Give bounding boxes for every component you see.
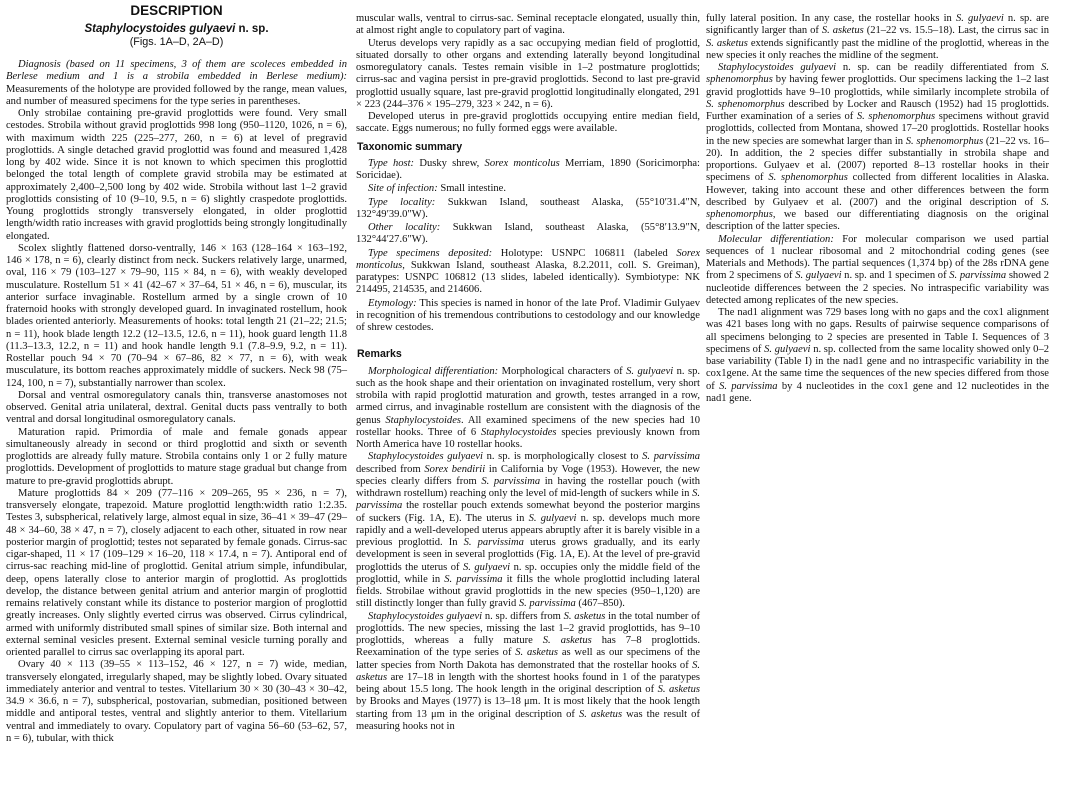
italic-text: Type host: [368, 157, 415, 169]
paragraph [6, 390, 347, 427]
text: by having fewer proglottids. Our specimens lacking the 1–2 last gravid proglottids have 9–10 proglottids, while similarly incomplete strobila of [706, 74, 1049, 98]
italic-text: S. asketus [542, 635, 592, 646]
text: Developed uterus in pre-gravid proglottids occupying entire median field, saccate. Eggs numerous; no fully formed eggs were available. [356, 111, 700, 135]
italic-text: Staphylocystoides gulyaevi [368, 610, 483, 622]
text: n. sp. collected from the same locality showed only 0–2 base variability (Table I) in the nad1 gene and no intraspecific variability in the cox1gene. At the same time the sequences of the new species differed from those of [706, 343, 1049, 392]
italic-text: S. gulyaevi [955, 13, 1004, 24]
italic-text: S. gulyaevi [626, 365, 674, 377]
text: Sukkwan Island, southeast Alaska, (55°10′31.4″N, 132°49′39.0″W). [356, 196, 701, 220]
italic-text: S. sphenomorphus [706, 196, 1049, 220]
column-2 [356, 13, 700, 733]
text: fully lateral position. In any case, the rostellar hooks in [706, 13, 956, 24]
text: n. sp. develops much more rapidly and a well-developed uterus appears abruptly after it is barely visible in a previous proglottid. In [356, 512, 700, 548]
column-body [356, 13, 700, 733]
italic-text: Sorex bendirii [424, 463, 486, 475]
italic-text: S. sphenomorphus [768, 172, 848, 184]
paragraph [356, 366, 700, 452]
italic-text: Molecular differentiation: [718, 233, 834, 245]
paragraph [706, 307, 1049, 405]
text: n. sp. differs from [482, 610, 564, 622]
italic-text: S. asketus [579, 708, 623, 720]
text: in the total number of proglottids. The new species, missing the last 1–2 gravid proglottids, has 9–10 proglottids, whereas a fully mature [356, 610, 700, 646]
text: , we based our differentiating diagnosis on the original description of the latter species. [706, 209, 1049, 233]
paragraph [6, 659, 347, 745]
text: has 7–8 proglottids. Reexamination of the type series of [356, 635, 700, 659]
text: Dusky shrew, [414, 157, 485, 169]
italic-text: S. gulyaevi [795, 270, 842, 282]
italic-text: S. asketus [821, 25, 864, 37]
italic-text: S. gulyaevi [528, 512, 577, 524]
text: Morphological characters of [498, 365, 627, 377]
text: n. sp. occupies only the middle field of the proglottid, while in [356, 561, 701, 585]
text: specimens without gravid proglottids, collected from Montana, showed 17–20 proglottids. Rostellar hooks in the new species are somewhat larger than in [706, 111, 1049, 147]
italic-text: S. asketus [563, 610, 606, 622]
text: Dorsal and ventral osmoregulatory canals thin, transverse anastomoses not observed. Genital atria unilateral, dextral. Genital ducts pass ventrally to both ventral and dorsal longitudinal osmoregulatory canals. [6, 389, 347, 426]
text: described from [356, 463, 425, 475]
italic-text: Sorex monticolus [356, 247, 700, 271]
italic-text: S. parvissima [481, 475, 541, 487]
italic-text: S. parvissima [719, 380, 778, 392]
paragraph [356, 298, 700, 335]
text: it fills the whole proglottid including lateral fields. Strobilae without gravid proglottids in the new species (950–1,120) are still distinctly longer than fully gravid [356, 573, 700, 610]
text: , Sukkwan Island, southeast Alaska, 8.2.2011, coll. S. Greiman), paratypes: USNPC 106812 (13 slides, labeled identically). Symbiotype: NK 214495, 214535, and 214606. [356, 259, 700, 296]
paragraph [6, 427, 347, 488]
italic-text: Morphological differentiation: [368, 365, 499, 377]
text: in California by Voge (1953). However, the new species clearly differs from [356, 463, 701, 487]
italic-text: Type locality: [368, 196, 436, 208]
italic-text: S. sphenomorphus [706, 62, 1049, 86]
italic-text: S. parvissima [949, 270, 1007, 282]
figure-reference: (Figs. 1A–D, 2A–D) [129, 36, 224, 48]
italic-text: S. sphenomorphus [905, 135, 984, 147]
text: Mature proglottids 84 × 209 (77–116 × 209–265, 95 × 236, n = 7), transversely elongate, trapezoid. Mature proglottid length:width ratio 1:2.35. Testes 3, subspherical, relatively large, almost equal in size, 36–41 × 39–47 (29–48 × 34–60, 38 × 47, n = 7), closely adjacent to each other, situated in row near posterior margin of proglottid; testes not separated by female gonads. Cirrus-sac cigar-shaped, 11 × 17 (109–129 × 16–20, 118 × 17.4, n = 7). Antiporal end of cirrus-sac reaching mid-line of proglottid. Genital atrium simple, infundibular, deep, opens laterally close to anterior margin of proglottid. As proglottids develop, the distance between genital atrium and anterior margin of proglottid remains relatively constant while its distance to posterior margion of proglottid greatly increases. Only slightly everted cirrus was observed. Cirrus cylindrical, armed with uniformly distributed small spines of similar size. Both internal and external seminal vesicles present. External seminal vesicle turning porally and oriented parallel to cirrus sac overlapping its aporal part. [6, 487, 347, 658]
text: This species is named in honor of the late Prof. Vladimir Gulyaev in recognition of his tremendous contributions to cestodology and our knowledge of shrew cestodes. [356, 297, 700, 333]
text: Merriam, 1890 (Soricimorpha: Soricidae). [356, 157, 700, 181]
text: Sukkwan Island, southeast Alaska, (55°8′13.9″N, 132°44′27.6″W). [356, 222, 700, 246]
paragraph [6, 108, 347, 243]
section-heading [357, 348, 700, 360]
paragraph [706, 62, 1049, 234]
text: n. sp. can be readily differentiated from [836, 62, 1042, 73]
species-suffix: n. sp. [235, 23, 269, 35]
text: For molecular comparison we used partial sequences of 1 nuclear ribosomal and 2 mitochondrial coding genes (see Materials and Methods). The partial sequences (1,374 bp) of the 28s rDNA gene from 2 specimens of [706, 233, 1049, 282]
italic-text: S. gulyaevi [764, 343, 811, 355]
text: the rostellar pouch extends somewhat beyond the posterior margins of suckers (Fig. 1A, E). The uterus in [356, 500, 700, 524]
text: described by Locker and Rausch (1952) had 15 proglottids. Further examination of a series of [706, 98, 1049, 122]
text: Remarks [357, 348, 402, 361]
italic-text: S. parvissima [642, 451, 700, 463]
italic-text: Staphylocystoides gulyaevi [368, 451, 483, 463]
text: Measurements of the holotype are provided followed by the range, mean values, and number of measured specimens for the type series in parentheses. [6, 83, 347, 107]
italic-text: Type specimens deposited: [368, 247, 493, 259]
text: (21–22 vs. 16–20). In addition, the 2 species differ substantially in strobila shape and proportions. Gulyaev et al. (2007) reported 8–13 rostellar hooks in their specimens of [706, 135, 1049, 184]
italic-text: S. gulyaevi [463, 561, 511, 573]
italic-text: Staphylocystoides [385, 414, 461, 426]
text: n. sp. such as the hook shape and their orientation on invaginated rostellum, very short strobila with rapid proglottid maturation and growth, testes arranged in a row, armed cirrus, and invaginable rostellum are consistent with the diagnosis of the genus [356, 365, 700, 426]
italic-text: Staphylocystoides gulyaevi [718, 62, 837, 73]
text: Only strobilae containing pre-gravid proglottids were found. Very small cestodes. Strobila without gravid proglottids 998 long (950–1120, 1026, n = 6), with maximum width 225 (225–277, 260, n = 6) at level of pregravid proglottids. A single detached gravid proglottid was found and measured 1,428 long by 402 wide. Since it is not known to which specimen this proglottid belonged the total length of complete gravid strobila may be estimated at approximately 2,400–2,500 long by 402 wide. Strobila without last 1–2 gravid proglottids consisting of 10 (9–10, 9.5, n = 6) slightly craspedote proglottids. Young proglottids strongly transversely elongated, in older proglottid length/width ratio increases with gravid proglottids being strongly longitudinally elongated. [6, 108, 347, 242]
paragraph [706, 13, 1049, 62]
paragraph [356, 451, 700, 610]
text: species previously known from North America have 10 rostellar hooks. [356, 426, 700, 450]
text: (467–850). [575, 598, 625, 610]
text: . All examined specimens of the new species had 10 rostellar hooks. Three of 6 [356, 414, 701, 438]
paragraph [706, 234, 1049, 308]
italic-text: S. sphenomorphus [856, 111, 936, 122]
text: The nad1 alignment was 729 bases long with no gaps and the cox1 alignment was 421 bases long with no gaps. Results of pairwise sequence comparisons of all specimens belonging to 2 species are presented in Table I. Sequences of 3 specimens of [706, 307, 1049, 355]
italic-text: Diagnosis (based on 11 specimens, 3 of them are scoleces embedded in Berlese medium and 1 is a strobila embedded in Berlese medium): [6, 59, 347, 83]
italic-text: Etymology: [368, 297, 417, 309]
text: as well as our specimens of the latter species from North Dakota has demonstrated that the rostellar hooks of [356, 647, 700, 671]
paragraph [356, 38, 700, 112]
italic-text: S. parvissima [444, 573, 503, 585]
column-1 [6, 0, 347, 745]
italic-text: Sorex monticolus [484, 157, 560, 169]
paragraph [6, 243, 347, 390]
paragraph [356, 197, 700, 222]
section-title: DESCRIPTION [130, 3, 223, 18]
italic-text: Site of infection: [368, 183, 438, 195]
italic-text: S. asketus [657, 684, 700, 695]
italic-text: S. asketus [515, 647, 559, 659]
italic-text: S. asketus [356, 659, 700, 683]
text: extends significantly past the midline of the proglottid, whereas in the new species it only reaches the midline of the segment. [706, 37, 1049, 61]
paragraph [6, 488, 347, 660]
column-3 [706, 13, 1049, 405]
text: collected from different localities in Alaska. However, taking into account these and other differences between the form described by Gulyaev et al. (2007) and the original description of [706, 172, 1049, 208]
italic-text: Other locality: [368, 222, 441, 233]
text: uterus grows gradually, and its early development is seen in several proglottids (Fig. 1A, E). At the level of pre-gravid proglottids the uterus of [356, 537, 700, 573]
italic-text: Staphylocystoides [480, 426, 557, 438]
column-body [6, 59, 347, 745]
italic-text: S. parvissima [356, 488, 700, 512]
text: by Brooks and Mayes (1977) is 13–18 μm. It is most likely that the hook length starting from 13 μm in the original description of [356, 696, 700, 720]
text: n. sp. are significantly larger than of [706, 13, 1049, 37]
text: Ovary 40 × 113 (39–55 × 113–152, 46 × 127, n = 7) wide, median, transversely elongated, irregularly shaped, may be slightly lobed. Ovary situated immediately anterior and ventral to testes. Vitellarium 30 × 30 (30–43 × 30–42, 34.9 × 36.6, n = 7), subspherical, postovarian, submedian, positioned between middle and antiporal testes, ventral and slightly anterior to them. Vitellarium ventral and immediately to ovary. Copulatory part of vagina 56–60 (53–62, 57, n = 6), tubular, with thick [6, 659, 347, 744]
italic-text: S. asketus [706, 37, 748, 49]
column-body [706, 13, 1049, 405]
text: showed 2 nucleotide differences between the 2 species. No intraspecific variability was detected among replicates of the new species. [706, 270, 1049, 306]
text: muscular walls, ventral to cirrus-sac. Seminal receptacle elongated, usually thin, at almost right angle to copulatory part of vagina. [356, 13, 700, 37]
italic-text: S. parvissima [463, 537, 524, 548]
section-heading [357, 141, 700, 153]
text: Taxonomic summary [357, 140, 463, 153]
italic-text: S. parvissima [518, 598, 576, 610]
paragraph [356, 248, 700, 297]
paragraph [6, 59, 347, 108]
text: Scolex slightly flattened dorso-ventrally, 146 × 163 (128–164 × 163–192, 146 × 178, n = 6), clearly distinct from neck. Suckers relatively large, unarmed, oval, 116 × 79 (103–127 × 79–90, 115 × 84, n = 6), with weakly developed musculature. Rostellum 51 × 41 (42–67 × 37–64, 51 × 46, n = 6), muscular, its anterior surface invaginable. Rostellum armed by a single crown of 10 fraternoid hooks with strongly developed guard. In invaginated rostellum, hook blades oriented anteriorly. Measurements of hooks: total length 21 (21–22; 21.5; n = 11), hook blade length 12.2 (12–13.5, 12.6, n = 11), hook guard length 11.8 (11.3–13.3, 12.2, n = 11) and hook handle length 9.1 (7.8–9.9, 9.2, n = 11). Rostellar pouch 94 × 70 (70–94 × 67–86, 82 × 77, n = 6), with weak musculature, its bottom reaches approximately middle of suckers. Neck 98 (75–124, 100, n = 7), substantially narrower than scolex. [6, 242, 347, 389]
species-name: Staphylocystoides gulyaevi [84, 23, 236, 35]
paragraph [356, 13, 700, 38]
text: are 17–18 in length with the shortest hooks found in 1 of the paratypes being about 15.5 long. The hook length in the original description of [356, 671, 700, 695]
text: Uterus develops very rapidly as a sac occupying median field of proglottid, situated dorsally to other organs and extending laterally beyond longitudinal osmoregulatory canals. Testes remain visible in 1–2 postmature proglottids; cirrus-sac and vagina persist in pre-gravid proglottids. Second to last pre-gravid proglottid usually square, last pre-gravid proglottid longitudinally elongated, 291 × 223 (244–376 × 195–279, 323 × 242, n = 6). [356, 37, 700, 110]
text: Holotype: USNPC 106811 (labeled [492, 247, 677, 259]
paragraph [356, 222, 700, 247]
text: Small intestine. [437, 183, 506, 195]
text: n. sp. and 1 specimen of [841, 270, 950, 282]
species-title [6, 23, 347, 36]
italic-text: S. sphenomorphus [706, 98, 785, 110]
paragraph [356, 111, 700, 136]
text: was the result of measuring hooks not in [356, 708, 700, 732]
text: (21–22 vs. 15.5–18). Last, the cirrus sac in [863, 25, 1049, 37]
text: in having the rostellar pouch (with withdrawn rostellum) reaching only the level of mid-length of suckers while in [356, 475, 701, 499]
paragraph [356, 611, 700, 734]
text: Maturation rapid. Primordia of male and female gonads appear simultaneously already in second or third proglottid and sixth or seventh proglottids are already fully mature. Strobila contains only 1 or 2 fully mature proglottids. Development of proglottids to mature stage gradual but change from mature to pre-gravid proglottids abrupt. [6, 426, 347, 487]
paragraph [356, 183, 700, 195]
paragraph [356, 158, 700, 183]
text: n. sp. is morphologically closest to [482, 451, 643, 463]
text: by 4 nucleotides in the cox1 gene and 12 nucleotides in the nad1 gene. [706, 380, 1050, 404]
